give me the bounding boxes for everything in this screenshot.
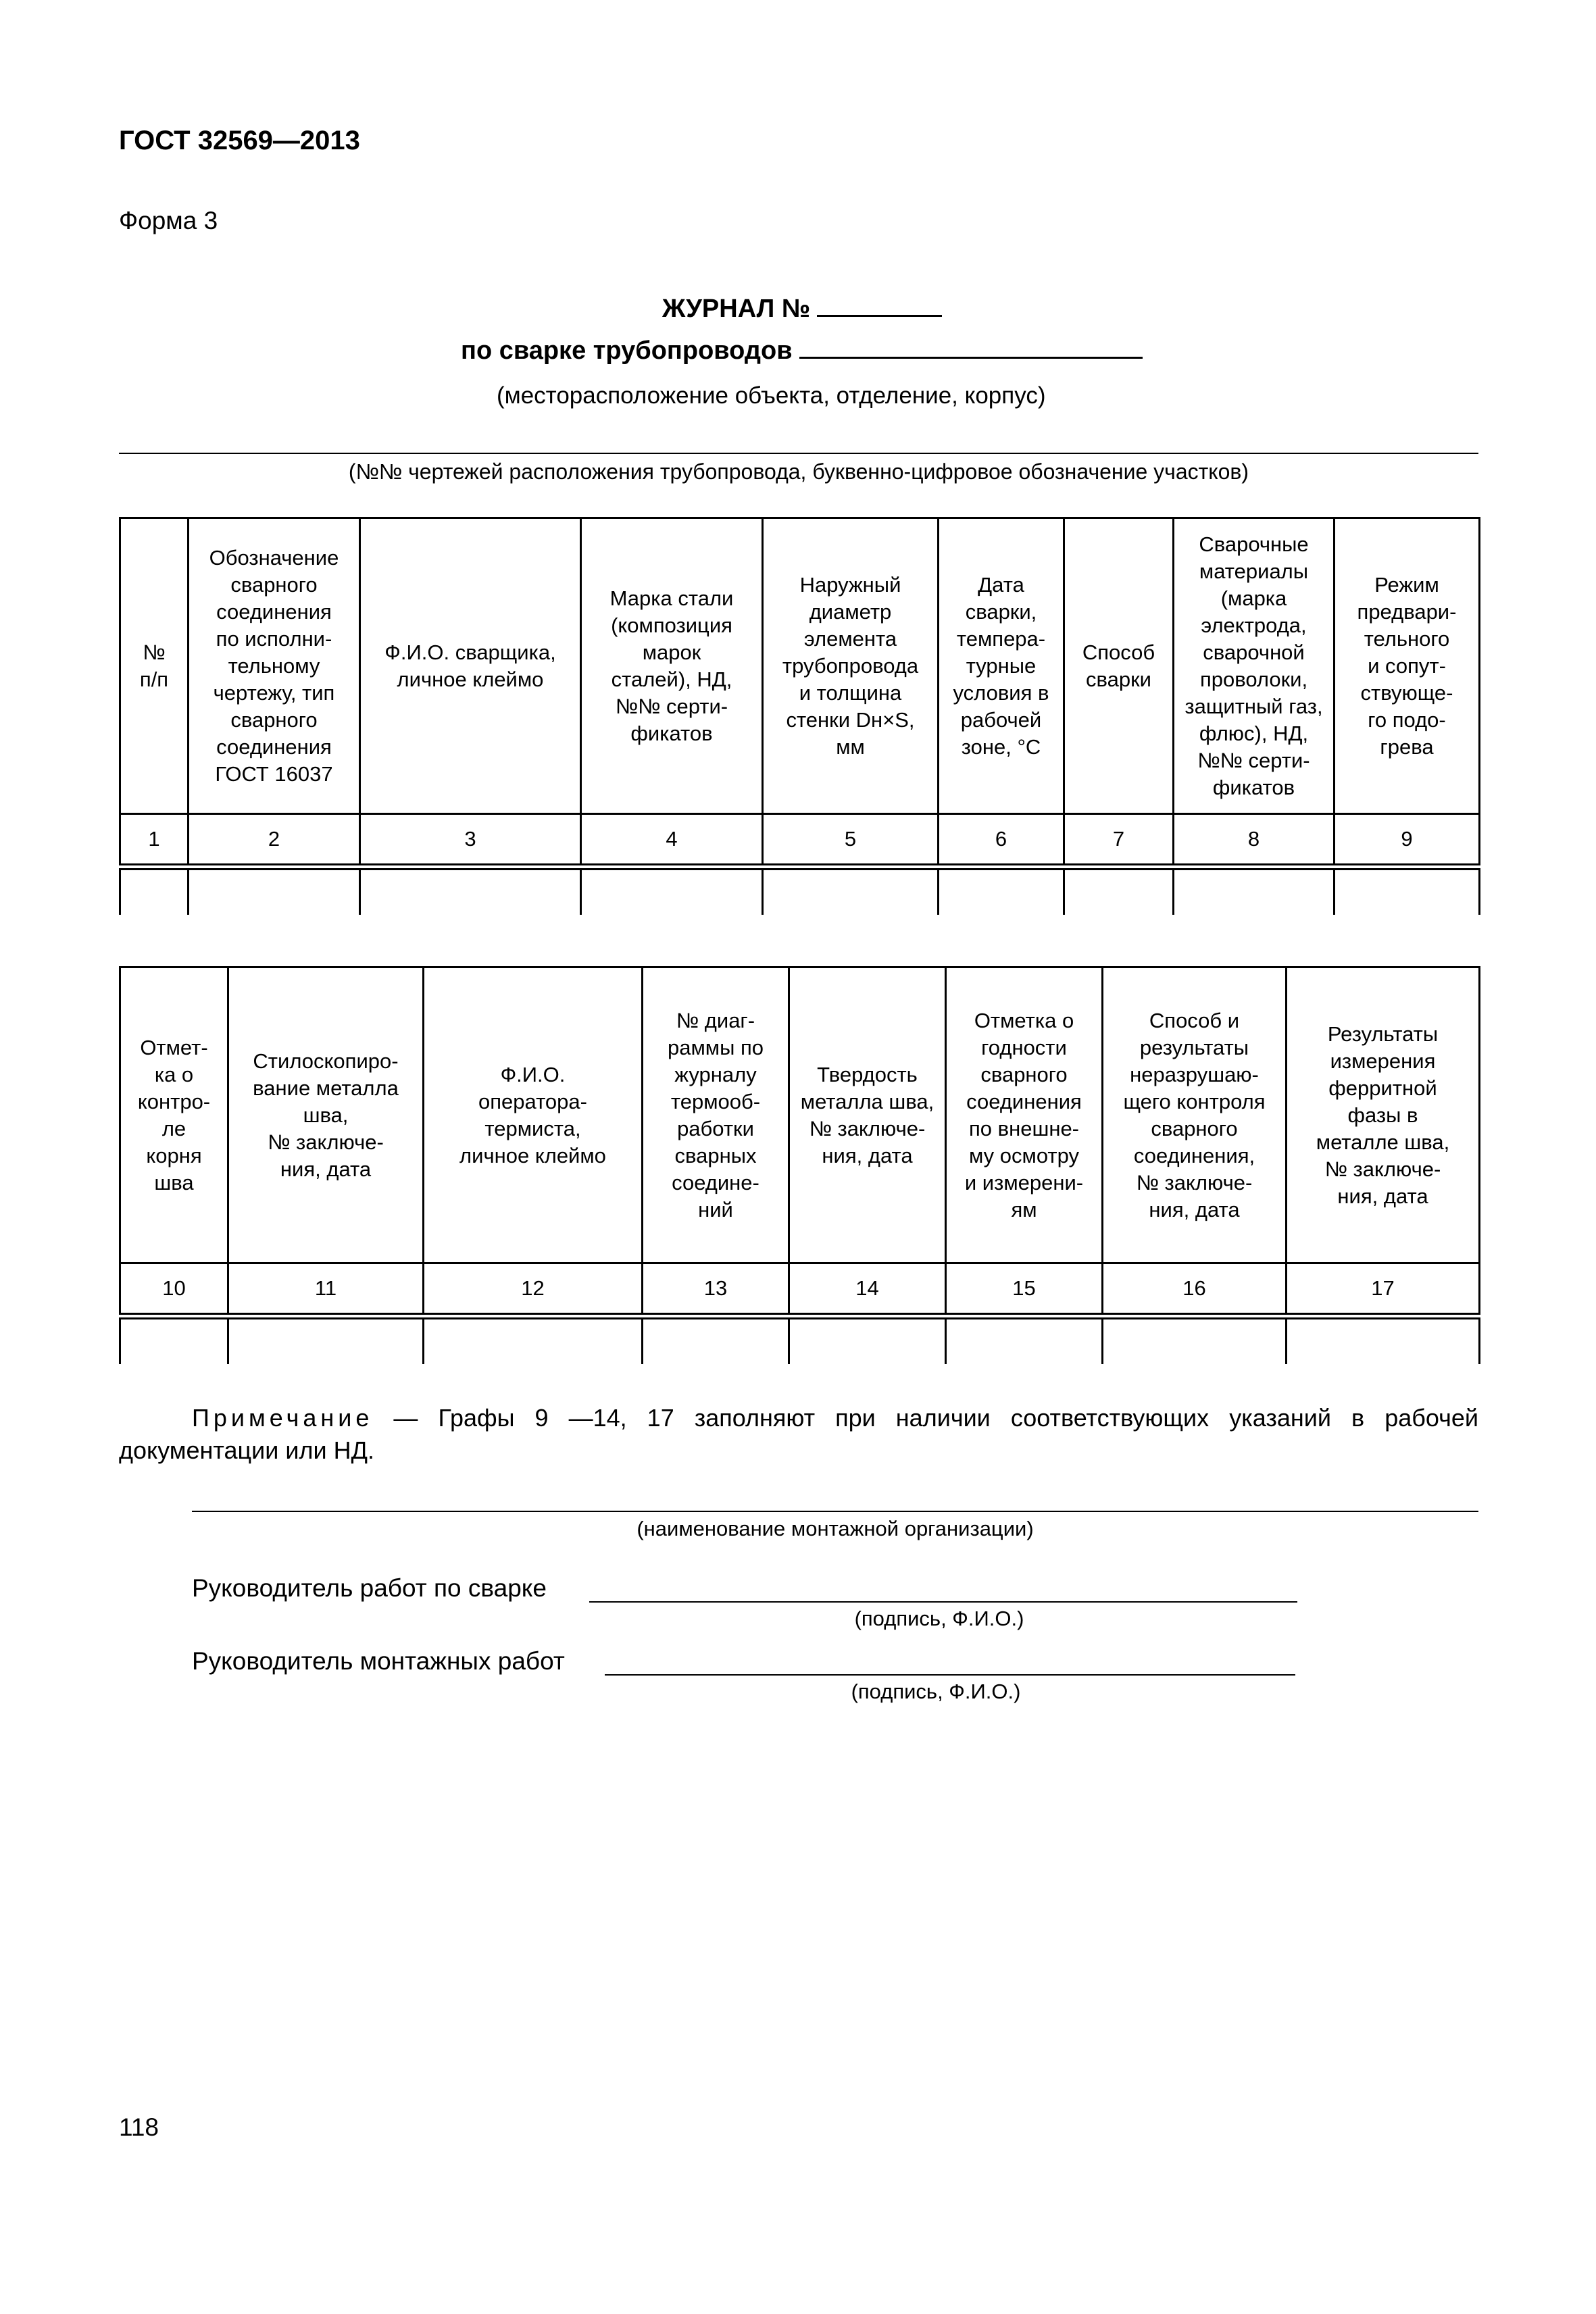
col-number: 7 xyxy=(1064,814,1174,867)
installation-head-label: Руководитель монтажных работ xyxy=(192,1647,565,1675)
col-number: 14 xyxy=(789,1263,946,1317)
col-header-4: Марка стали (композиция марок сталей), НД, №№ серти- фикатов xyxy=(581,518,763,814)
drawings-line xyxy=(119,453,1478,454)
empty-cell xyxy=(1064,867,1174,915)
col-header-13: № диаг- раммы по журналу термооб- работки сварных соедине- ний xyxy=(643,967,789,1263)
drawings-caption: (№№ чертежей расположения трубопровода, буквенно-цифровое обозначение участков) xyxy=(348,459,1249,484)
col-header-11: Стилоскопиро- вание металла шва, № заключе- ния, дата xyxy=(228,967,424,1263)
empty-cell xyxy=(1174,867,1335,915)
empty-cell xyxy=(1103,1316,1287,1364)
col-header-15: Отметка о годности сварного соединения по внешне- му осмотру и измерени- ям xyxy=(946,967,1103,1263)
col-number: 11 xyxy=(228,1263,424,1317)
col-number: 10 xyxy=(120,1263,228,1317)
welding-head-sign-caption: (подпись, Ф.И.О.) xyxy=(854,1607,1024,1630)
empty-cell xyxy=(643,1316,789,1364)
installation-head-sign-caption: (подпись, Ф.И.О.) xyxy=(851,1680,1021,1703)
col-number: 1 xyxy=(120,814,189,867)
note-paragraph xyxy=(119,1402,1478,1467)
form-label: Форма 3 xyxy=(119,207,218,234)
col-number: 2 xyxy=(189,814,360,867)
welding-head-label: Руководитель работ по сварке xyxy=(192,1574,547,1602)
col-header-8: Сварочные материалы (марка электрода, сварочной проволоки, защитный газ, флюс), НД, №№ серти- фикатов xyxy=(1174,518,1335,814)
empty-cell xyxy=(424,1316,643,1364)
note-lead: Примечание xyxy=(192,1404,374,1432)
col-header-14: Твердость металла шва, № заключе- ния, дата xyxy=(789,967,946,1263)
col-header-10: Отмет- ка о контро- ле корня шва xyxy=(120,967,228,1263)
col-header-12: Ф.И.О. оператора- термиста, личное клеймо xyxy=(424,967,643,1263)
col-header-6: Дата сварки, темпера- турные условия в рабочей зоне, °С xyxy=(939,518,1064,814)
col-number: 8 xyxy=(1174,814,1335,867)
journal-title xyxy=(662,295,942,324)
col-header-1: № п/п xyxy=(120,518,189,814)
journal-table-2 xyxy=(119,966,1480,1364)
installation-head-signature-line xyxy=(605,1674,1295,1676)
empty-cell xyxy=(789,1316,946,1364)
journal-table-1 xyxy=(119,517,1480,915)
col-header-17: Результаты измерения ферритной фазы в металле шва, № заключе- ния, дата xyxy=(1287,967,1480,1263)
journal-subtitle-text: по сварке трубопроводов xyxy=(461,336,793,365)
col-number: 15 xyxy=(946,1263,1103,1317)
welding-head-signature-line xyxy=(589,1601,1297,1603)
empty-cell xyxy=(228,1316,424,1364)
standard-number: ГОСТ 32569—2013 xyxy=(119,126,360,155)
empty-cell xyxy=(120,867,189,915)
col-number: 12 xyxy=(424,1263,643,1317)
col-number: 4 xyxy=(581,814,763,867)
col-number: 6 xyxy=(939,814,1064,867)
empty-cell xyxy=(189,867,360,915)
col-number: 13 xyxy=(643,1263,789,1317)
col-header-16: Способ и результаты неразрушаю- щего контроля сварного соединения, № заключе- ния, дата xyxy=(1103,967,1287,1263)
col-number: 9 xyxy=(1335,814,1480,867)
empty-cell xyxy=(120,1316,228,1364)
page-number: 118 xyxy=(119,2113,159,2141)
empty-cell xyxy=(946,1316,1103,1364)
location-caption: (месторасположение объекта, отделение, корпус) xyxy=(497,382,1046,409)
empty-cell xyxy=(1335,867,1480,915)
empty-cell xyxy=(1287,1316,1480,1364)
col-number: 16 xyxy=(1103,1263,1287,1317)
col-header-2: Обозначение сварного соединения по исполни- тельному чертежу, тип сварного соединения ГОСТ 16037 xyxy=(189,518,360,814)
col-header-5: Наружный диаметр элемента трубопровода и толщина стенки Dн×S, мм xyxy=(763,518,939,814)
col-number: 5 xyxy=(763,814,939,867)
journal-number-blank xyxy=(817,295,942,317)
col-header-9: Режим предвари- тельного и сопут- ствующе- го подо- грева xyxy=(1335,518,1480,814)
empty-cell xyxy=(939,867,1064,915)
organization-caption: (наименование монтажной организации) xyxy=(637,1517,1034,1540)
empty-cell xyxy=(360,867,581,915)
col-number: 17 xyxy=(1287,1263,1480,1317)
empty-cell xyxy=(763,867,939,915)
empty-cell xyxy=(581,867,763,915)
organization-line xyxy=(192,1511,1478,1512)
journal-title-text: ЖУРНАЛ № xyxy=(662,295,811,323)
pipeline-blank xyxy=(799,336,1143,359)
journal-subtitle xyxy=(461,336,1143,366)
col-header-3: Ф.И.О. сварщика, личное клеймо xyxy=(360,518,581,814)
col-number: 3 xyxy=(360,814,581,867)
note-text: — Графы 9 —14, 17 заполняют при наличии соответствующих указаний в рабочей документации или НД. xyxy=(119,1404,1478,1464)
col-header-7: Способ сварки xyxy=(1064,518,1174,814)
